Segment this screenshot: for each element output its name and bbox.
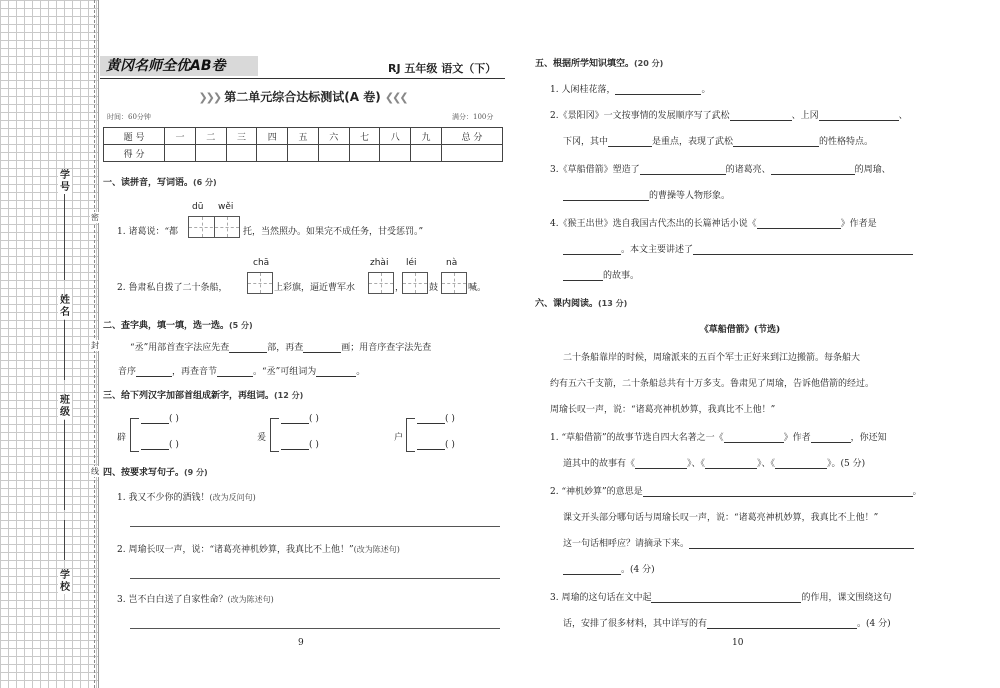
score-header-cell: 九 [411, 128, 442, 145]
text: 2. “神机妙算”的意思是 [550, 487, 643, 497]
score-cell[interactable] [411, 145, 442, 162]
page-number-right: 10 [732, 638, 744, 648]
title-text: 第二单元综合达标测试(A 卷) [224, 90, 381, 104]
score-cell[interactable] [318, 145, 349, 162]
class-label: 班级 [60, 395, 70, 418]
answer-line[interactable] [141, 414, 179, 424]
section-3-points: (12 分) [274, 391, 304, 400]
answer-blank[interactable] [229, 352, 267, 353]
question-line [563, 134, 873, 147]
class-line [64, 420, 65, 510]
score-row-label: 得 分 [104, 145, 165, 162]
question-text: 上彩旗，逼近曹军水 [274, 283, 356, 293]
question-line [550, 216, 877, 229]
text: 。本文主要讲述了 [621, 245, 694, 255]
question-line [563, 536, 914, 549]
page-number-left: 9 [298, 638, 304, 648]
score-cell[interactable] [257, 145, 288, 162]
paren: ( ) [445, 414, 455, 424]
page-title [100, 88, 505, 105]
question-line [563, 562, 655, 575]
section-5-heading [535, 56, 663, 69]
pinyin: zhài [370, 258, 389, 268]
header-rule [100, 78, 505, 79]
pinyin: nà [446, 258, 458, 268]
student-id-label: 学号 [60, 170, 70, 193]
text: 。 [356, 367, 366, 377]
text: 的诸葛亮、 [725, 165, 771, 175]
score-cell[interactable] [349, 145, 380, 162]
text: 》、《 [687, 459, 706, 469]
score-table [103, 127, 503, 162]
answer-blank[interactable] [693, 254, 913, 255]
question-line [563, 616, 891, 629]
answer-blank[interactable] [707, 628, 857, 629]
section-6-title: 六、课内阅读。 [535, 299, 599, 309]
answer-blank[interactable] [724, 442, 784, 443]
pinyin: dū [192, 202, 204, 212]
question-line [550, 162, 891, 175]
paren: ( ) [169, 440, 179, 450]
question-line: 课文开头部分哪句话与周瑜长叹一声，说：“诸葛亮神机妙算，我真比不上他！” [563, 513, 879, 523]
section-2-points: (5 分) [229, 321, 253, 330]
text: 2. 周瑜长叹一声，说：“诸葛亮神机妙算，我真比不上他！” [117, 545, 354, 555]
text: 》、《 [757, 459, 776, 469]
writing-grid[interactable] [368, 272, 394, 294]
text: 画；用音序查字法先查 [341, 343, 432, 353]
score-header-cell: 题 号 [104, 128, 165, 145]
question-line [563, 456, 865, 469]
answer-blank[interactable] [316, 376, 356, 377]
answer-blank[interactable] [563, 574, 621, 575]
text: 》作者是 [840, 219, 877, 229]
pinyin: wěi [218, 202, 234, 212]
score-header-cell: 二 [195, 128, 226, 145]
answer-blank[interactable] [608, 146, 652, 147]
answer-line[interactable] [130, 526, 500, 527]
passage-line: 约有五六千支箭，二十条船总共有十万多支。鲁肃见了周瑜，告诉他借箭的经过。 [550, 379, 875, 389]
text: 。 [701, 85, 711, 95]
section-5-title: 五、根据所学知识填空。 [535, 59, 635, 69]
answer-blank[interactable] [303, 352, 341, 353]
question-text [117, 542, 400, 555]
text: 3.《草船借箭》塑造了 [550, 165, 640, 175]
text: 。 [912, 487, 922, 497]
section-6-heading [535, 296, 627, 309]
text: 音序 [118, 367, 137, 377]
answer-blank[interactable] [775, 468, 827, 469]
answer-blank[interactable] [733, 146, 819, 147]
answer-blank[interactable] [811, 442, 851, 443]
question-line [130, 340, 431, 353]
question-line [550, 430, 887, 443]
score-header-cell: 七 [349, 128, 380, 145]
answer-blank[interactable] [563, 280, 603, 281]
section-4-points: (9 分) [184, 468, 208, 477]
writing-grid[interactable] [402, 272, 428, 294]
writing-grid[interactable] [188, 216, 240, 238]
question-text [117, 592, 274, 605]
question-text: 喊。 [468, 283, 487, 293]
question-line [550, 82, 710, 95]
brace [270, 418, 279, 452]
score-cell[interactable] [380, 145, 411, 162]
paren: ( ) [309, 414, 319, 424]
school-label: 学校 [60, 570, 70, 593]
score-header-cell: 六 [318, 128, 349, 145]
question-line [563, 242, 913, 255]
question-text: ， [395, 283, 405, 293]
score-cell[interactable] [288, 145, 319, 162]
grade-label: RJ 五年级 语文（下） [388, 62, 497, 75]
answer-line[interactable] [141, 440, 179, 450]
answer-blank[interactable] [819, 120, 899, 121]
question-line [118, 364, 365, 377]
name-label: 姓名 [60, 295, 70, 318]
score-header-cell: 八 [380, 128, 411, 145]
answer-line[interactable] [417, 440, 455, 450]
question-line [563, 188, 730, 201]
section-2-title: 二、查字典，填一填，选一选。 [103, 321, 230, 331]
question-line [563, 268, 639, 281]
pinyin: léi [406, 258, 417, 268]
score-row [104, 145, 503, 162]
score-header-cell: 一 [165, 128, 196, 145]
answer-line[interactable] [281, 414, 319, 424]
answer-blank[interactable] [705, 468, 757, 469]
note: (改为陈述句) [353, 545, 400, 554]
section-5-points: (20 分) [634, 59, 664, 68]
score-cell[interactable] [195, 145, 226, 162]
question-line [550, 484, 922, 497]
score-cell[interactable] [226, 145, 257, 162]
paren: ( ) [169, 414, 179, 424]
question-text [117, 490, 256, 503]
text: 1. 人闲桂花落， [550, 85, 616, 95]
section-4-heading [103, 465, 208, 478]
answer-line[interactable] [130, 578, 500, 579]
question-line [550, 108, 908, 121]
text: “丞”用部首查字法应先查 [130, 343, 230, 353]
answer-blank[interactable] [651, 602, 801, 603]
section-6-points: (13 分) [598, 299, 628, 308]
text: 下冈，其中 [563, 137, 609, 147]
passage-line: 二十条船靠岸的时候，周瑜派来的五百个军士正好来到江边搬箭。每条船大 [563, 353, 861, 363]
text: 。“丞”可组词为 [253, 367, 317, 377]
answer-blank[interactable] [635, 468, 687, 469]
answer-line[interactable] [281, 440, 319, 450]
brace [406, 418, 415, 452]
base-character: 户 [394, 433, 404, 443]
score-header-row [104, 128, 503, 145]
section-3-title: 三、给下列汉字加部首组成新字，再组词。 [103, 391, 275, 401]
question-line [550, 590, 891, 603]
text: 3. 周瑜的这句话在文中起 [550, 593, 652, 603]
pinyin: chā [253, 258, 270, 268]
writing-grid[interactable] [441, 272, 467, 294]
text: 。(4 分) [621, 565, 655, 575]
answer-blank[interactable] [136, 376, 172, 377]
passage-line: 周瑜长叹一声，说：“诸葛亮神机妙算，我真比不上他！” [550, 405, 776, 415]
score-cell[interactable] [165, 145, 196, 162]
question-text: 2. 鲁肃私自拨了二十条船， [117, 283, 228, 293]
section-3-heading [103, 388, 303, 401]
text: 是重点，表现了武松 [652, 137, 734, 147]
base-character: 爰 [257, 433, 267, 443]
section-1-heading [103, 175, 217, 188]
chevron-right-icon: ❯❯❯ [198, 91, 221, 104]
answer-line[interactable] [417, 414, 455, 424]
answer-blank[interactable] [757, 228, 841, 229]
student-id-line [64, 190, 65, 280]
text: 1. “草船借箭”的故事节选自四大名著之一《 [550, 433, 724, 443]
text: 道其中的故事有《 [563, 459, 636, 469]
score-header-cell: 三 [226, 128, 257, 145]
time-limit: 时间：60分钟 [107, 113, 151, 121]
text: 2.《景阳冈》一文按事情的发展顺序写了武松 [550, 111, 730, 121]
answer-blank[interactable] [563, 200, 649, 201]
school-line [64, 520, 65, 560]
base-character: 辟 [117, 433, 127, 443]
text: ，再查音节 [172, 367, 218, 377]
text: 这一句话相呼应？请摘录下来。 [563, 539, 690, 549]
answer-blank[interactable] [643, 496, 913, 497]
text: 的曹操等人物形象。 [649, 191, 731, 201]
text: 》作者 [783, 433, 811, 443]
answer-blank[interactable] [217, 376, 253, 377]
text: 的周瑜、 [854, 165, 891, 175]
question-text: 鼓 [429, 283, 439, 293]
answer-blank[interactable] [615, 94, 701, 95]
text: 话，安排了很多材料，其中详写的有 [563, 619, 708, 629]
reading-title: 《草船借箭》(节选) [699, 325, 781, 335]
paren: ( ) [309, 440, 319, 450]
answer-blank[interactable] [563, 254, 621, 255]
text: 、 [898, 111, 908, 121]
answer-blank[interactable] [771, 174, 855, 175]
seal-mark-2: 封 [91, 341, 99, 350]
text: 4.《猴王出世》选自我国古代杰出的长篇神话小说《 [550, 219, 757, 229]
question-text: 1. 诸葛说：“都 [117, 227, 179, 237]
text: 。(4 分) [857, 619, 891, 629]
score-header-cell: 五 [288, 128, 319, 145]
seal-mark-1: 密 [91, 213, 99, 222]
section-2-heading [103, 318, 253, 331]
answer-blank[interactable] [730, 120, 792, 121]
name-line [64, 320, 65, 380]
score-header-cell: 四 [257, 128, 288, 145]
text: 、上冈 [791, 111, 819, 121]
text: 的故事。 [603, 271, 640, 281]
text: 3. 岂不白白送了自家性命？ [117, 595, 228, 605]
text: 的作用，课文围绕这句 [801, 593, 892, 603]
full-score: 满分：100分 [452, 113, 494, 121]
text: ，你还知 [850, 433, 887, 443]
brand-banner: 黄冈名师全优AB卷 [100, 56, 258, 76]
answer-blank[interactable] [640, 174, 726, 175]
binding-margin-grid [0, 0, 99, 688]
note: (改为陈述句) [227, 595, 274, 604]
paren: ( ) [445, 440, 455, 450]
score-cell[interactable] [441, 145, 502, 162]
note: (改为反问句) [209, 493, 256, 502]
text: 》。(5 分) [827, 459, 866, 469]
section-4-title: 四、按要求写句子。 [103, 468, 185, 478]
chevron-left-icon: ❮❮❮ [384, 91, 407, 104]
section-1-points: (6 分) [193, 178, 217, 187]
answer-blank[interactable] [689, 548, 914, 549]
question-text: 托，当然照办。如果完不成任务，甘受惩罚。” [243, 227, 424, 237]
brace [130, 418, 139, 452]
text: 部，再查 [267, 343, 304, 353]
score-header-cell: 总 分 [441, 128, 502, 145]
writing-grid[interactable] [247, 272, 273, 294]
seal-mark-3: 线 [91, 467, 99, 476]
answer-line[interactable] [130, 628, 500, 629]
text: 1. 我又不少你的酒钱！ [117, 493, 210, 503]
text: 的性格特点。 [819, 137, 874, 147]
section-1-title: 一、读拼音，写词语。 [103, 178, 194, 188]
